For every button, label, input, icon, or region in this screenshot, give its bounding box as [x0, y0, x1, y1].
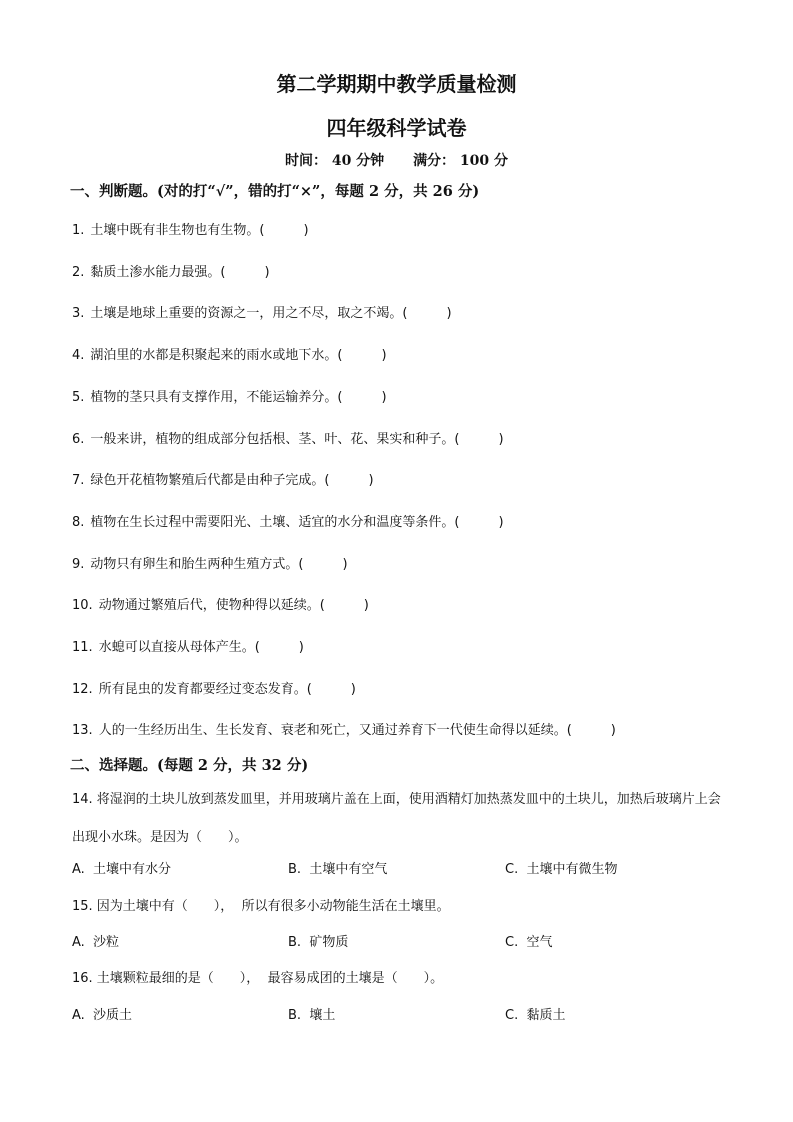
- option-b[interactable]: B. 壤土: [288, 1008, 336, 1023]
- question-15: 15. 因为土壤中有（ ）， 所以有很多小动物能生活在土壤里。: [72, 899, 450, 914]
- question-number: 13.: [72, 723, 93, 738]
- answer-blank[interactable]: ( ): [220, 265, 270, 280]
- question-10: [72, 594, 369, 613]
- exam-score: 满分： 100 分: [413, 153, 509, 169]
- question-text: 黏质土渗水能力最强。: [90, 265, 221, 280]
- option-b[interactable]: B. 矿物质: [288, 935, 349, 950]
- exam-subtitle: 四年级科学试卷: [326, 116, 467, 140]
- answer-blank[interactable]: ( ): [337, 390, 387, 405]
- question-number: 11.: [72, 640, 93, 655]
- answer-blank[interactable]: ( ): [306, 682, 356, 697]
- question-5: [72, 386, 387, 405]
- question-1: [72, 219, 309, 238]
- question-3: [72, 302, 452, 321]
- question-text: 土壤中既有非生物也有生物。: [90, 223, 260, 238]
- question-text: 动物通过繁殖后代，使物种得以延续。: [98, 598, 320, 613]
- question-text: 湖泊里的水都是积聚起来的雨水或地下水。: [90, 348, 338, 363]
- question-number: 5.: [72, 390, 85, 405]
- question-number: 6.: [72, 432, 85, 447]
- question-12: [72, 678, 356, 697]
- question-text: 土壤是地球上重要的资源之一，用之不尽，取之不竭。: [90, 306, 403, 321]
- question-number: 12.: [72, 682, 93, 697]
- answer-blank[interactable]: ( ): [259, 223, 309, 238]
- answer-blank[interactable]: ( ): [324, 473, 374, 488]
- question-16: 16. 土壤颗粒最细的是（ ）， 最容易成团的土壤是（ ）。: [72, 971, 444, 986]
- option-a[interactable]: A. 土壤中有水分: [72, 862, 172, 877]
- question-number: 9.: [72, 557, 85, 572]
- question-text: 水螅可以直接从母体产生。: [98, 640, 255, 655]
- option-c[interactable]: C. 空气: [505, 935, 553, 950]
- answer-blank[interactable]: ( ): [566, 723, 616, 738]
- question-text: 人的一生经历出生、生长发育、衰老和死亡，又通过养育下一代使生命得以延续。: [98, 723, 567, 738]
- question-6: [72, 428, 504, 447]
- option-b[interactable]: B. 土壤中有空气: [288, 862, 388, 877]
- question-number: 7.: [72, 473, 85, 488]
- answer-blank[interactable]: ( ): [454, 515, 504, 530]
- question-text: 所有昆虫的发育都要经过变态发育。: [98, 682, 307, 697]
- question-number: 1.: [72, 223, 85, 238]
- question-9: [72, 553, 348, 572]
- answer-blank[interactable]: ( ): [254, 640, 304, 655]
- option-c[interactable]: C. 黏质土: [505, 1008, 566, 1023]
- question-number: 4.: [72, 348, 85, 363]
- option-a[interactable]: A. 沙粒: [72, 935, 120, 950]
- question-2: [72, 261, 270, 280]
- answer-blank[interactable]: ( ): [298, 557, 348, 572]
- question-text: 绿色开花植物繁殖后代都是由种子完成。: [90, 473, 325, 488]
- question-number: 2.: [72, 265, 85, 280]
- answer-blank[interactable]: ( ): [319, 598, 369, 613]
- question-text: 植物在生长过程中需要阳光、土壤、适宜的水分和温度等条件。: [90, 515, 455, 530]
- answer-blank[interactable]: ( ): [402, 306, 452, 321]
- answer-blank[interactable]: ( ): [454, 432, 504, 447]
- answer-blank[interactable]: ( ): [337, 348, 387, 363]
- section-2-heading: 二、选择题。(每题 2 分，共 32 分): [70, 757, 309, 774]
- exam-time: 时间： 40 分钟: [284, 153, 385, 169]
- option-a[interactable]: A. 沙质土: [72, 1008, 133, 1023]
- question-7: [72, 469, 374, 488]
- exam-meta: [0, 150, 793, 170]
- exam-title: 第二学期期中教学质量检测: [276, 72, 517, 96]
- question-14: 14. 将湿润的土块儿放到蒸发皿里，并用玻璃片盖在上面，使用酒精灯加热蒸发皿中的土块儿，加热后玻璃片上会出现小水珠。是因为（ ）。: [72, 792, 721, 845]
- question-text: 一般来讲，植物的组成部分包括根、茎、叶、花、果实和种子。: [90, 432, 455, 447]
- option-c[interactable]: C. 土壤中有微生物: [505, 862, 618, 877]
- question-number: 10.: [72, 598, 93, 613]
- question-number: 3.: [72, 306, 85, 321]
- question-number: 8.: [72, 515, 85, 530]
- question-text: 动物只有卵生和胎生两种生殖方式。: [90, 557, 299, 572]
- question-11: [72, 636, 304, 655]
- section-1-heading: 一、判断题。(对的打“√”，错的打“×”，每题 2 分，共 26 分): [70, 183, 480, 200]
- question-4: [72, 344, 387, 363]
- question-13: [72, 719, 616, 738]
- question-text: 植物的茎只具有支撑作用，不能运输养分。: [90, 390, 338, 405]
- question-8: [72, 511, 504, 530]
